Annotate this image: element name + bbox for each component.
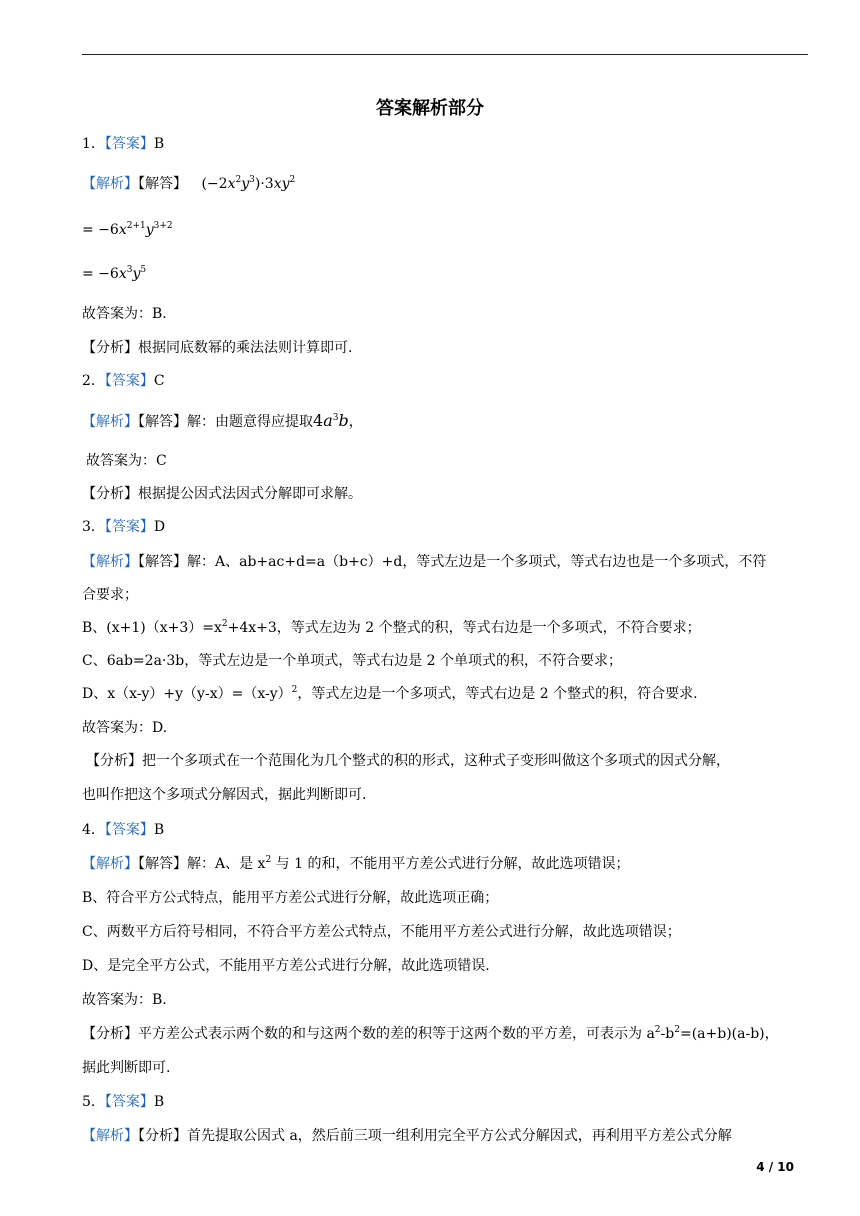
jiexi-tag: 【解析】 (82, 856, 138, 872)
q3-conclusion: 故答案为：D. (82, 720, 168, 736)
q3-analysis-1: 【分析】把一个多项式在一个范围化为几个整式的积的形式，这种式子变形叫做这个多项式的因式分解， (86, 753, 730, 769)
q3-line-b: B、$(x+1)(x+3)=x^2+4x+3$，等式左边为 2 个整式的积，等式右边是一个多项式，不符合要求； (82, 619, 701, 636)
answer-tag: 【答案】 (104, 822, 154, 838)
jieda-tag: 【解答】 (138, 414, 187, 430)
q1-step1: = $-6x^{2+1}y^{3+2}$ (82, 221, 173, 238)
q4-analysis-2: 据此判断即可. (82, 1060, 171, 1076)
q2-answer-line (82, 371, 165, 391)
q1-conclusion: 故答案为：B. (82, 306, 167, 322)
q3-answer: D (153, 519, 166, 535)
q4-answer: B (153, 822, 165, 838)
q5-answer-line (82, 1092, 164, 1112)
jieda-tag: 【解答】 (138, 856, 187, 872)
answer-tag: 【答案】 (104, 1094, 154, 1110)
q4-answer-line (82, 820, 164, 840)
q1-expression: $(-2x^2y^3)\cdot 3xy^2$ (201, 175, 296, 192)
q5-solution-line: 【解析】【分析】首先提取公因式 a，然后前三项一组利用完全平方公式分解因式，再利用平方差公式分解 (82, 1128, 732, 1144)
q5-number: 5． (82, 1094, 105, 1110)
q1-step2: = $-6x^3y^5$ (82, 265, 147, 282)
q1-answer: B (153, 136, 165, 152)
q4-line-b: B、符合平方公式特点，能用平方差公式进行分解，故此选项正确； (82, 890, 499, 906)
q1-number: 1． (82, 136, 105, 152)
fenxi-tag: 【分析】 (138, 1128, 187, 1144)
q3-line-d: D、$x(x-y)+y(y-x)=(x-y)^2$，等式左边是一个多项式，等式右边是 2 个整式的积，符合要求. (82, 685, 698, 702)
q3-solution-line: 【解析】【解答】解：A、ab+ac+d=a（b+c）+d，等式左边是一个多项式，等式右边也是一个多项式，不符 (82, 554, 767, 570)
q2-analysis: 【分析】根据提公因式法因式分解即可求解。 (82, 486, 362, 502)
q1-analysis: 【分析】根据同底数幂的乘法法则计算即可. (82, 340, 353, 356)
q3-number: 3． (82, 519, 105, 535)
jiexi-tag: 【解析】 (82, 1128, 138, 1144)
answer-tag: 【答案】 (104, 373, 154, 389)
q2-solution-line: 【解析】【解答】解：由题意得应提取$4a^3b$， (82, 411, 363, 430)
q2-expression: $4a^3b$ (313, 411, 349, 430)
q4-line-d: D、是完全平方公式，不能用平方差公式进行分解，故此选项错误. (82, 958, 490, 974)
fenxi-tag: 【分析】 (82, 486, 138, 502)
q3-analysis-2: 也叫作把这个多项式分解因式，据此判断即可. (82, 787, 367, 803)
q1-answer-line (82, 134, 164, 154)
q4-conclusion: 故答案为：B. (82, 992, 167, 1008)
fenxi-tag: 【分析】 (82, 340, 138, 356)
q2-conclusion: 故答案为：C (86, 453, 167, 469)
q3-line-c: C、6ab=2a·3b，等式左边是一个单项式，等式右边是 2 个单项式的积，不符合要求； (82, 653, 623, 669)
header-rule (82, 54, 808, 55)
jiexi-tag: 【解析】 (82, 554, 138, 570)
q3-line-a-cont: 合要求； (82, 587, 138, 603)
jieda-tag: 【解答】 (138, 176, 187, 192)
q4-line-c: C、两数平方后符号相同，不符合平方差公式特点，不能用平方差公式进行分解，故此选项错误； (82, 924, 681, 940)
q4-solution-line: 【解析】【解答】解：A、是 $x^2$ 与 1 的和，不能用平方差公式进行分解，故此选项错误； (82, 855, 630, 872)
q5-answer: B (153, 1094, 165, 1110)
page-number: 4 / 10 (756, 1160, 794, 1174)
jieda-tag: 【解答】 (138, 554, 187, 570)
q4-analysis-1: 【分析】平方差公式表示两个数的和与这两个数的差的积等于这两个数的平方差，可表示为 $a^2-b^2=(a+b)(a-b)$， (82, 1025, 779, 1042)
fenxi-tag: 【分析】 (86, 753, 142, 769)
q3-answer-line (82, 517, 165, 537)
q2-answer: C (153, 373, 165, 389)
answer-tag: 【答案】 (104, 519, 154, 535)
q4-number: 4． (82, 822, 105, 838)
q2-number: 2． (82, 373, 105, 389)
q1-solution-line (82, 174, 295, 194)
answer-tag: 【答案】 (104, 136, 154, 152)
jiexi-tag: 【解析】 (82, 176, 138, 192)
jiexi-tag: 【解析】 (82, 414, 138, 430)
fenxi-tag: 【分析】 (82, 1026, 138, 1042)
page-title: 答案解析部分 (376, 98, 484, 119)
